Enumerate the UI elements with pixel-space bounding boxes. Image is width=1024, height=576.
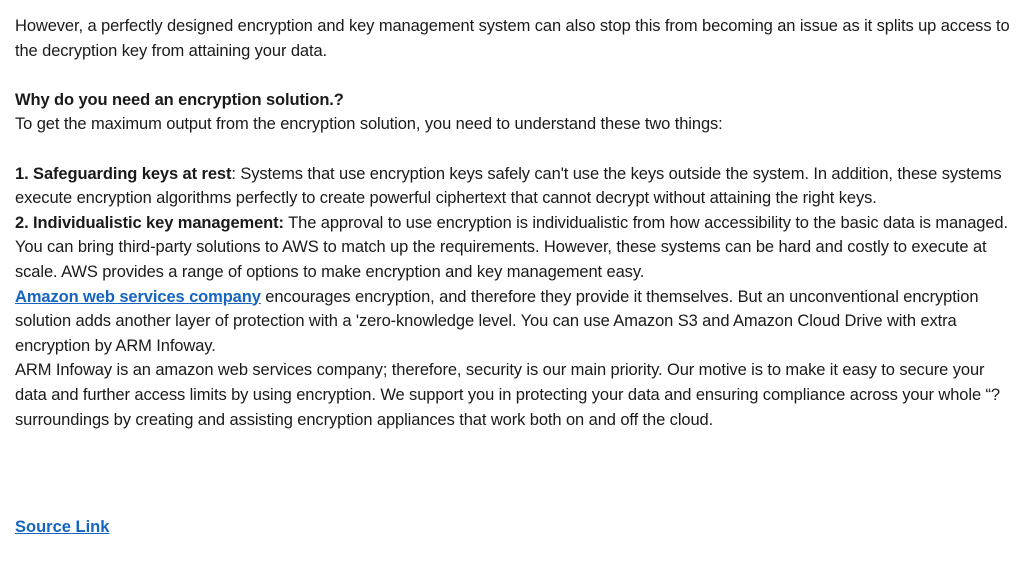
- point-title: 2. Individualistic key management:: [15, 213, 284, 232]
- intro-paragraph: However, a perfectly designed encryption and key management system can also stop this from becoming an issue as it splits up access to the decryption key from attaining your data.: [15, 17, 1010, 60]
- source-container: [15, 515, 109, 540]
- point-title: 1. Safeguarding keys at rest: [15, 164, 232, 183]
- point-individualistic: [15, 211, 1013, 285]
- amazon-text: encourages encryption, and therefore they provide it themselves. But an unconventional encryption solution adds another layer of protection with a 'zero-knowledge level. You can use Amazon S3 and Amazon Cloud Drive with extra encryption by ARM Infoway.: [15, 287, 979, 355]
- amazon-paragraph: [15, 285, 1013, 359]
- point-text: Systems that use encryption keys safely can't use the keys outside the system. In addition, these systems execute encryption algorithms perfectly to create powerful ciphertext that cannot decrypt without attaining the right keys.: [15, 164, 1002, 208]
- paragraph-gap: [15, 63, 1013, 88]
- arm-paragraph: ARM Infoway is an amazon web services company; therefore, security is our main priority. Our motive is to make it easy to secure your data and further access limits by using encryption. We support you in protecting your data and ensuring compliance across your whole “? surroundings by creating and assisting encryption appliances that work both on and off the cloud.: [15, 361, 1000, 429]
- point-text: The approval to use encryption is individualistic from how accessibility to the basic data is managed. You can bring third-party solutions to AWS to match up the requirements. However, these systems can be hard and costly to execute at scale. AWS provides a range of options to make encryption and key management easy.: [15, 213, 1008, 281]
- why-heading: Why do you need an encryption solution.?: [15, 90, 344, 109]
- point-separator: :: [231, 164, 241, 183]
- paragraph-gap: [15, 137, 1013, 162]
- point-safeguarding: [15, 162, 1013, 211]
- amazon-web-services-link[interactable]: Amazon web services company: [15, 287, 261, 306]
- document-body: [15, 14, 1013, 432]
- source-link[interactable]: Source Link: [15, 518, 110, 536]
- why-paragraph: To get the maximum output from the encryption solution, you need to understand these two things:: [15, 115, 723, 134]
